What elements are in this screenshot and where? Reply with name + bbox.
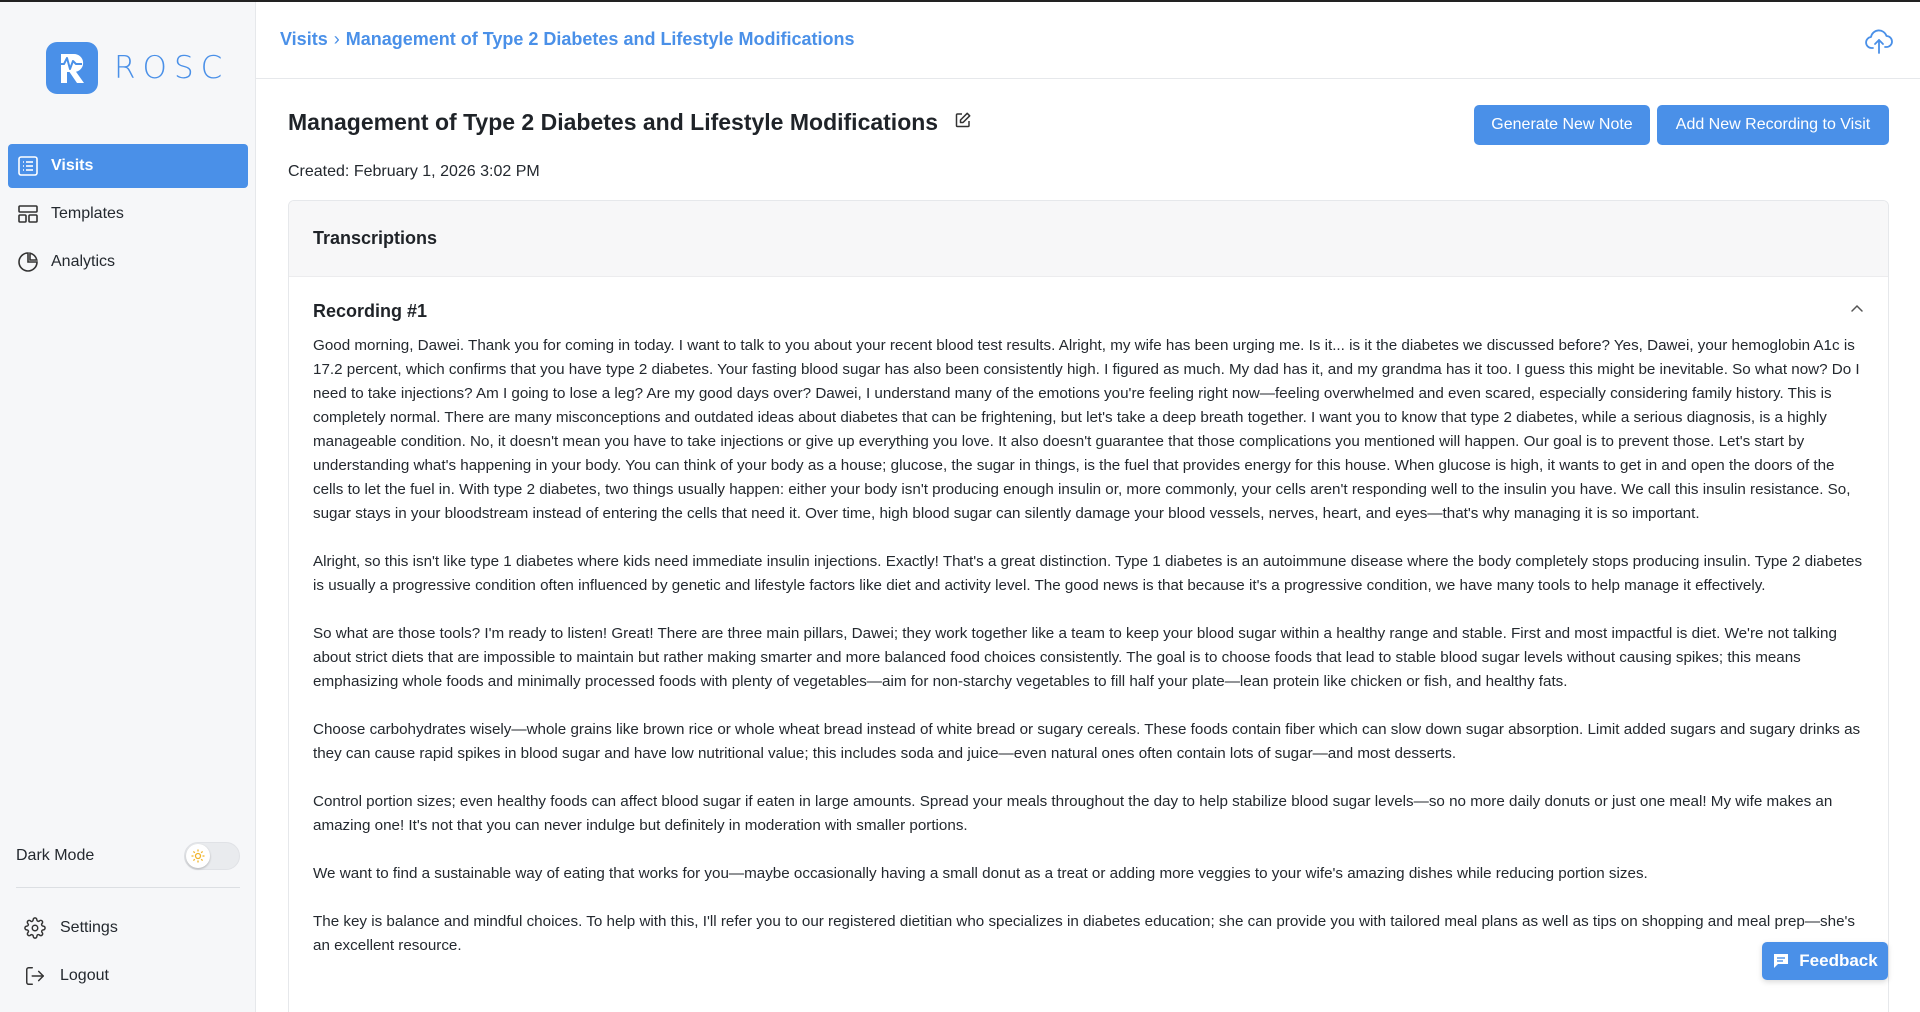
edit-icon: [954, 111, 972, 129]
sidebar-item-label: Settings: [60, 919, 118, 936]
collapse-recording-button[interactable]: [1849, 301, 1865, 322]
sidebar-item-label: Analytics: [51, 253, 116, 270]
transcript-paragraph: Alright, so this isn't like type 1 diabetes where kids need immediate insulin injections. Exactly! That's a great distinction. Type 1 diabetes is an autoimmune disease where the body completely stops producing insulin. Type 2 diabetes is usually a progressive condition often influenced by genetic and lifestyle factors like diet and activity level. The good news is that because it's a progressive condition, we have many tools to help manage it effectively.: [313, 553, 1863, 594]
toggle-knob: [186, 844, 210, 868]
add-new-recording-button[interactable]: Add New Recording to Visit: [1657, 105, 1889, 145]
transcript-paragraph: So what are those tools? I'm ready to listen! Great! There are three main pillars, Dawei; they work together like a team to keep your blood sugar within a healthy range and stable. First and most impactful is diet. We're not talking about strict diets that are impossible to maintain but rather making smarter and more balanced food choices consistently. The goal is to choose foods that lead to stable blood sugar levels without causing spikes; this means emphasizing whole foods and minimally processed foods with plenty of vegetables—aim for non-starchy vegetables to fill half your plate—lean protein like chicken or fish, and healthy fats.: [313, 625, 1837, 690]
transcript-text: [313, 334, 1865, 982]
feedback-button[interactable]: [1762, 942, 1888, 980]
main-content: [256, 80, 1920, 1012]
transcript-paragraph: Good morning, Dawei. Thank you for coming in today. I want to talk to you about your recent blood test results. Alright, my wife has been urging me. Is it... is it the diabetes we discussed before? Yes, Dawei, your hemoglobin A1c is 17.2 percent, which confirms that you have type 2 diabetes. Your fasting blood sugar has also been consistently high. I figured as much. My dad has it, and my grandma has it too. I guess this might be inevitable. So what now? Do I need to take injections? Am I going to lose a leg? Are my good days over? Dawei, I understand many of the emotions you're feeling right now—feeling overwhelmed and even scared, especially considering family history. This is completely normal. There are many misconceptions and outdated ideas about diabetes that can be frightening, but let's take a deep breath together. I want you to know that type 2 diabetes, while a serious diagnosis, is a highly manageable condition. No, it doesn't mean you have to take injections or give up everything you love. It also doesn't guarantee that those complications you mentioned will happen. Our goal is to prevent those. Let's start by understanding what's happening in your body. You can think of your body as a house; glucose, the sugar in things, is the fuel that provides energy for this house. When glucose is high, it wants to get in and open the doors of the cells to let the fuel in. With type 2 diabetes, two things usually happen: either your body isn't producing enough insulin or, more commonly, your cells aren't responding well to the insulin you have. We call this insulin resistance. So, sugar stays in your bloodstream instead of entering the cells that need it. Over time, high blood sugar can silently damage your blood vessels, nerves, heart, and eyes—that's why managing it is so important.: [313, 337, 1860, 522]
sidebar-item-settings[interactable]: [24, 904, 234, 952]
breadcrumb: [280, 29, 854, 50]
recording-title: Recording #1: [313, 301, 428, 321]
pie-chart-icon: [17, 251, 39, 273]
top-bar: [256, 2, 1920, 79]
breadcrumb-current[interactable]: Management of Type 2 Diabetes and Lifestyle Modifications: [345, 29, 855, 49]
sidebar-item-logout[interactable]: [24, 952, 234, 1000]
feedback-label: Feedback: [1799, 951, 1878, 970]
title-row: [288, 109, 972, 136]
transcriptions-title: Transcriptions: [313, 228, 438, 248]
template-icon: [17, 203, 39, 225]
dark-mode-toggle[interactable]: [184, 842, 240, 870]
gear-icon: [24, 917, 46, 939]
sidebar-item-visits[interactable]: [8, 144, 248, 188]
created-timestamp: Created: February 1, 2026 3:02 PM: [288, 163, 540, 180]
generate-new-note-button[interactable]: Generate New Note: [1474, 105, 1650, 145]
chat-icon: [1772, 952, 1790, 970]
sidebar-item-label: Logout: [60, 967, 109, 984]
dark-mode-label: Dark Mode: [16, 847, 95, 864]
sidebar-item-label: Visits: [51, 157, 94, 174]
breadcrumb-visits-link[interactable]: Visits: [280, 29, 328, 49]
chevron-up-icon: [1849, 301, 1865, 317]
transcript-paragraph: The key is balance and mindful choices. To help with this, I'll refer you to our registered dietitian who specializes in diabetes education; she can provide you with tailored meal plans as well as tips on shopping and meal prep—she's an excellent resource.: [313, 913, 1856, 954]
sidebar-item-analytics[interactable]: [8, 240, 248, 284]
sidebar-item-templates[interactable]: [8, 192, 248, 236]
transcript-paragraph: We want to find a sustainable way of eating that works for you—maybe occasionally having a small donut as a treat or adding more veggies to your wife's amazing dishes while reducing portion sizes.: [313, 865, 1648, 882]
dark-mode-row: [16, 842, 240, 870]
breadcrumb-separator: ›: [333, 29, 340, 49]
logout-icon: [24, 965, 46, 987]
sidebar-nav: [8, 144, 248, 288]
sidebar: [0, 2, 256, 1012]
recording-header[interactable]: [313, 301, 1865, 322]
transcript-paragraph: Control portion sizes; even healthy foods can affect blood sugar if eaten in large amounts. Spread your meals throughout the day to help stabilize blood sugar levels—so no more daily donuts or just one meal! My wife makes an amazing one! It's not that you can never indulge but definitely in moderation with smaller portions.: [313, 793, 1833, 834]
transcriptions-card: [288, 200, 1889, 1012]
logo[interactable]: [46, 42, 229, 94]
upload-button[interactable]: [1864, 26, 1894, 61]
sidebar-bottom-nav: [24, 904, 234, 1000]
edit-title-button[interactable]: [954, 111, 972, 134]
sun-icon: [191, 849, 205, 863]
rosc-logo-icon: [46, 42, 98, 94]
sidebar-item-label: Templates: [51, 205, 124, 222]
sidebar-divider: [16, 887, 240, 888]
cloud-upload-icon: [1864, 26, 1894, 56]
brand-name: ROSC: [114, 50, 230, 86]
transcript-paragraph: Choose carbohydrates wisely—whole grains like brown rice or whole wheat bread instead of white bread or sugary cereals. These foods contain fiber which can slow down sugar absorption. Limit added sugars and sugary drinks as they can cause rapid spikes in blood sugar and have low nutritional value; this includes soda and juice—even natural ones often contain lots of sugar—and most desserts.: [313, 721, 1861, 762]
page-title: Management of Type 2 Diabetes and Lifestyle Modifications: [288, 109, 939, 135]
transcriptions-header: [289, 201, 1888, 277]
list-icon: [17, 155, 39, 177]
